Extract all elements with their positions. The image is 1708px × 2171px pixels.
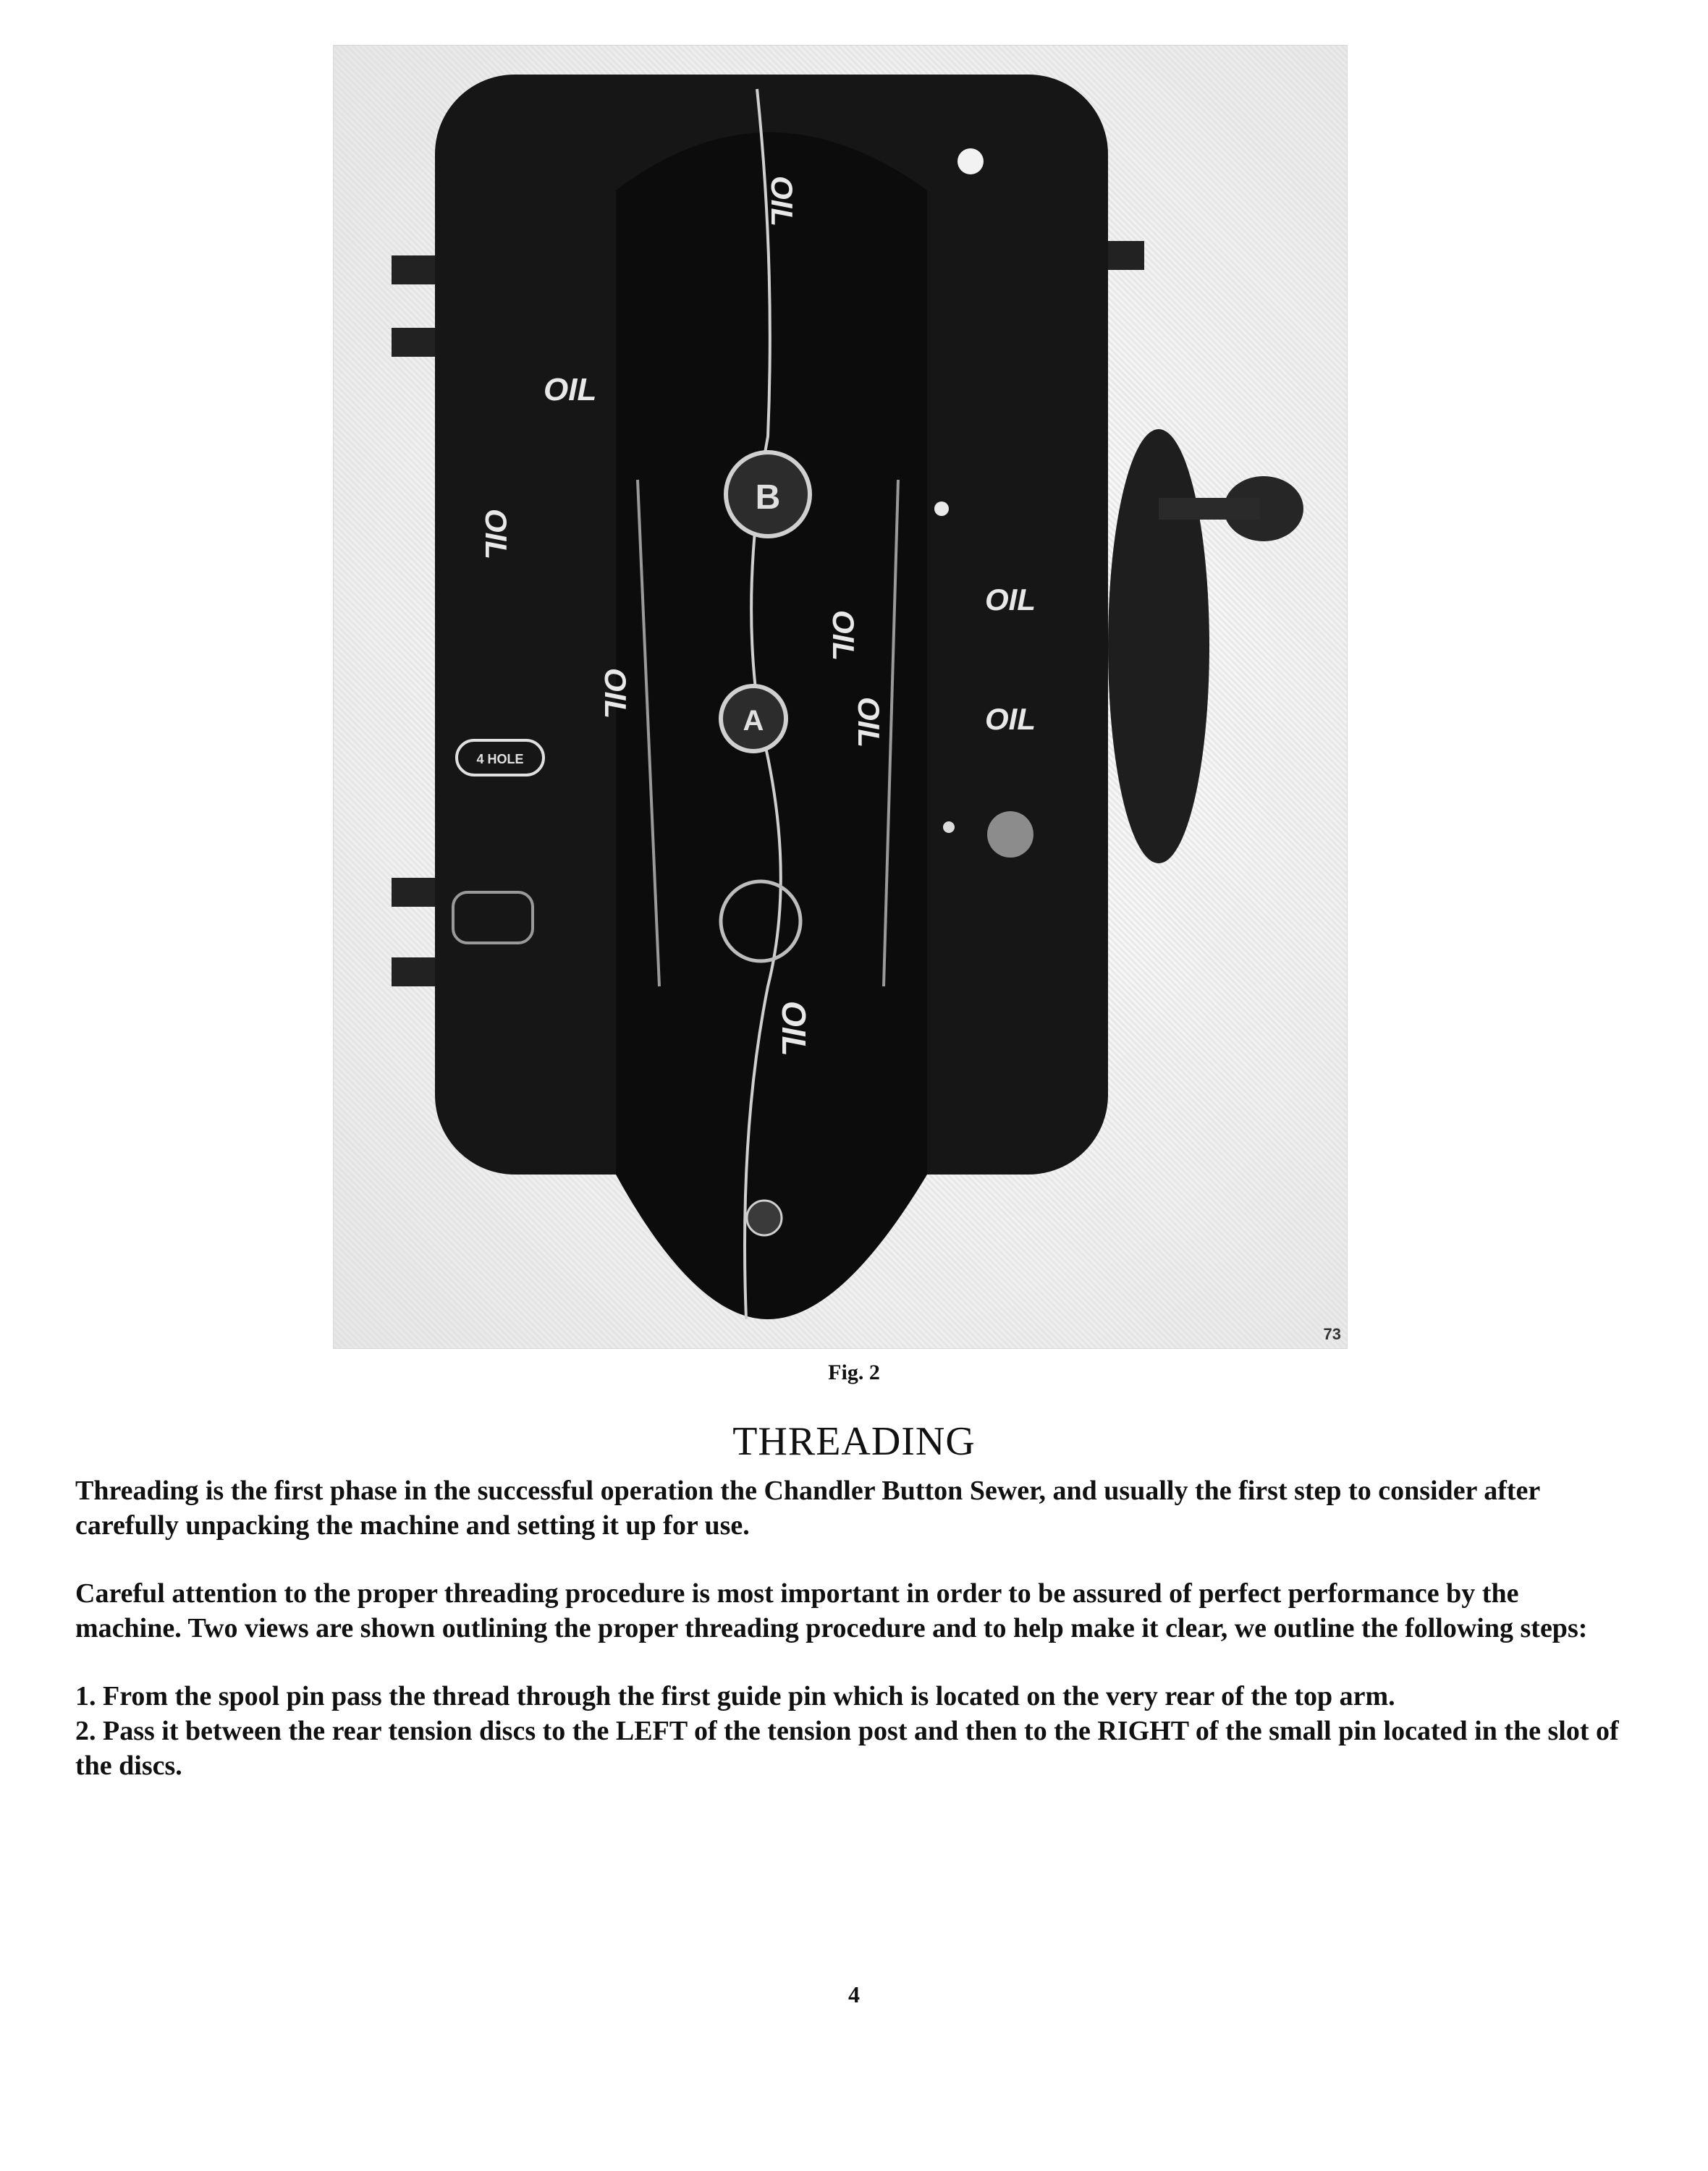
disc-a-label: A <box>743 705 764 737</box>
oil-label: OIL <box>826 610 861 661</box>
oil-label: OIL <box>479 509 513 559</box>
section-heading: THREADING <box>732 1419 976 1464</box>
oil-label: OIL <box>599 668 633 719</box>
oil-label: OIL <box>775 1001 813 1057</box>
figure-corner-tag: 73 <box>1323 1325 1341 1343</box>
handwheel-crank <box>1159 498 1260 520</box>
oil-label: OIL <box>544 372 597 407</box>
oil-label: OIL <box>985 702 1036 736</box>
body-text <box>75 1473 1624 1783</box>
oil-label: OIL <box>985 583 1036 617</box>
oil-label: OIL <box>765 176 799 227</box>
step-item: 2. Pass it between the rear tension discs to the LEFT of the tension post and then to the RIGHT of the small pin located in the slot of the discs. <box>75 1716 1619 1781</box>
hole-plate-label: 4 HOLE <box>476 752 524 766</box>
handwheel <box>1108 429 1209 863</box>
disc-b-label: B <box>755 478 781 517</box>
figure-caption: Fig. 2 <box>828 1360 880 1384</box>
machine-photo <box>333 45 1348 1349</box>
steps-list <box>75 1679 1624 1783</box>
paragraph: Careful attention to the proper threading procedure is most important in order to be assured of perfect performance by the machine. Two views are shown outlining the proper threading procedure and to help make it clear, we outline the following steps: <box>75 1578 1588 1643</box>
paragraph: Threading is the first phase in the successful operation the Chandler Button Sewer, and usually the first step to consider after carefully unpacking the machine and setting it up for use. <box>75 1476 1540 1541</box>
page-number: 4 <box>848 1981 860 2007</box>
machine-illustration <box>334 46 1347 1348</box>
step-item: 1. From the spool pin pass the thread through the first guide pin which is located on the very rear of the top arm. <box>75 1681 1395 1711</box>
oil-label: OIL <box>852 697 886 748</box>
